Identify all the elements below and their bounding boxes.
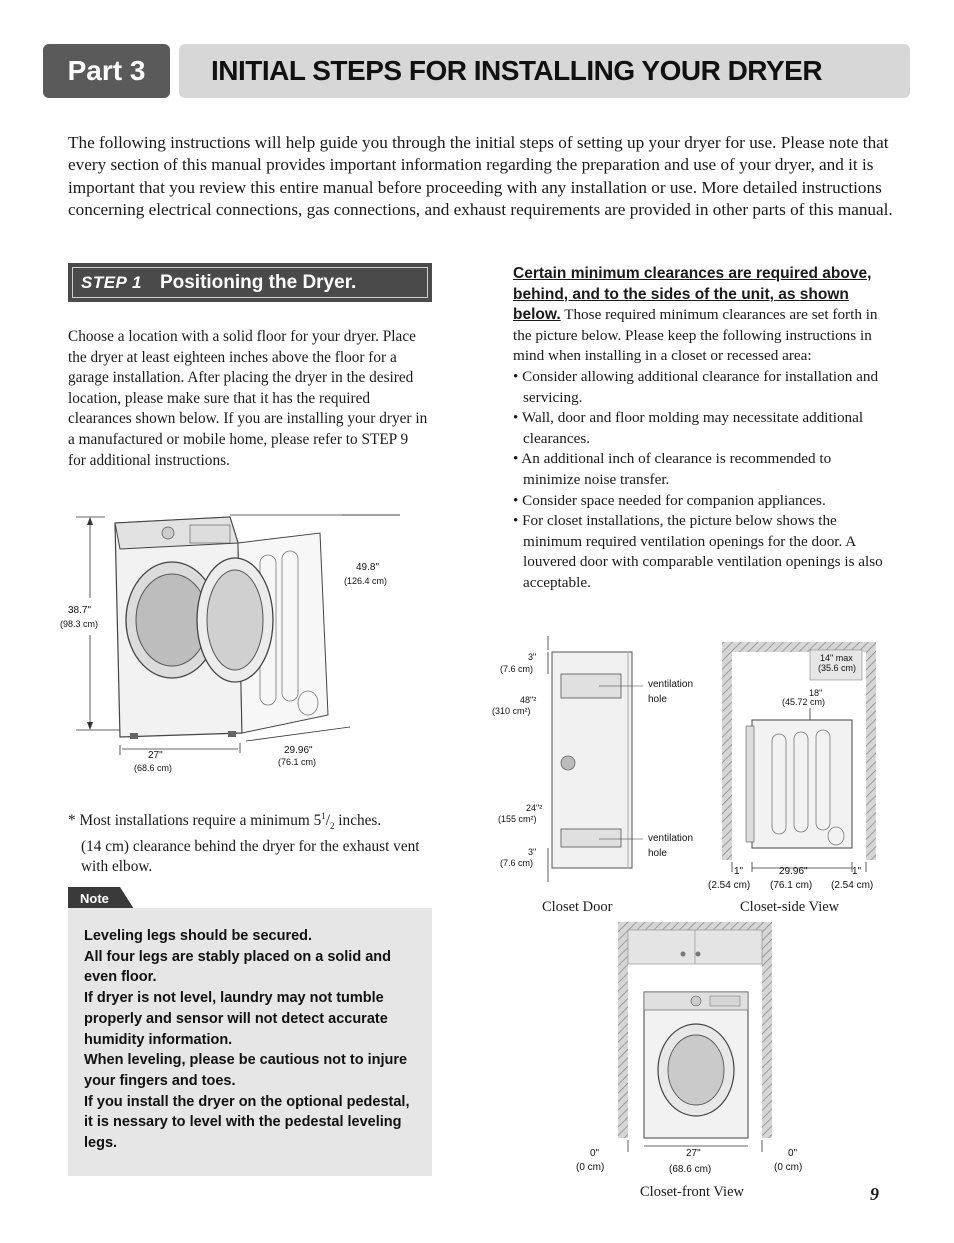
upper-vent-in: 48"²: [520, 695, 537, 705]
clearance-bullet: • Consider space needed for companion appliances.: [513, 491, 826, 509]
footnote-line2: (14 cm) clearance behind the dryer for the exhaust vent with elbow.: [81, 837, 420, 876]
right-clearance-cm: (2.54 cm): [831, 880, 874, 891]
exhaust-footnote: * Most installations require a minimum $5^1/_2$ inches. (14 cm) clearance behind the dryer for the exhaust vent with elbow.: [68, 806, 438, 878]
door-knob: [561, 756, 575, 770]
clearances-heading: Certain minimum clearances are required above, behind, and to the sides of the unit, as shown below.: [513, 265, 872, 324]
clearances-text: Those required minimum clearances are set forth in the picture below. Please keep the following instructions in mind when installing in a closet or recessed area:: [513, 306, 878, 365]
front-left-in: 0": [590, 1148, 600, 1159]
part-label: Part 3: [43, 44, 170, 98]
right-clearance-in: 1": [852, 866, 862, 877]
side-depth-cm: (76.1 cm): [770, 880, 813, 891]
note-tab: [68, 887, 134, 909]
footnote-sub: 2: [329, 821, 335, 832]
closet-door-diagram: [488, 636, 718, 886]
door-open-cm: (126.4 cm): [344, 576, 388, 586]
step-title: Positioning the Dryer.: [159, 271, 357, 293]
top-gap-cm: (7.6 cm): [500, 664, 534, 674]
clearance-bullet: • Wall, door and floor molding may necessitate additional clearances.: [513, 409, 864, 447]
intro-paragraph: The following instructions will help guide you through the initial steps of setting up your dryer for use. Please note that every section of this manual provides important information regarding the preparation and use of your dryer, and it is important that you review this entire manual before proceeding with any installation or use. More detailed instructions concerning electrical connections, gas connections, and exhaust requirements are provided in other parts of this manual.: [68, 133, 893, 220]
note-line: If dryer is not level, laundry may not tumble properly and sensor will not detect accurate humidity information.: [84, 990, 388, 1048]
dial-icon: [691, 996, 701, 1006]
door-open-inches: 49.8": [356, 562, 380, 573]
left-clearance-in: 1": [734, 866, 744, 877]
bottom-gap-cm: (7.6 cm): [500, 858, 534, 868]
clearance-bullet: • For closet installations, the picture below shows the minimum required ventilation openings for the door. A louvered door with comparable ventilation openings is also acceptable.: [513, 512, 883, 591]
dryer-dimensions-diagram: [60, 505, 440, 785]
upper-vent-cm: (310 cm²): [492, 706, 531, 716]
height-cm: (98.3 cm): [60, 619, 99, 629]
top-clearance-cm: (45.72 cm): [782, 697, 826, 707]
page-number: 9: [870, 1184, 879, 1204]
front-left-cm: (0 cm): [576, 1162, 605, 1173]
note-line: Leveling legs should be secured.: [84, 928, 313, 944]
closet-front-caption: Closet-front View: [640, 1184, 744, 1200]
closet-side-caption: Closet-side View: [740, 899, 840, 915]
dryer-side: [752, 720, 852, 848]
note-text: [84, 926, 419, 1154]
bottom-gap-in: 3": [528, 847, 537, 857]
width-inches: 27": [148, 750, 163, 761]
footnote-line1-end: inches.: [334, 812, 382, 830]
dial-icon: [162, 527, 174, 539]
note-line: All four legs are stably placed on a solid and even floor.: [84, 948, 391, 986]
closet-side-diagram: [700, 640, 895, 896]
lower-vent-label-2: hole: [648, 848, 667, 859]
depth-cm: (76.1 cm): [278, 757, 317, 767]
note-line: When leveling, please be cautious not to injure your fingers and toes.: [84, 1052, 408, 1089]
width-cm: (68.6 cm): [134, 763, 173, 773]
top-gap-in: 3": [528, 652, 537, 662]
footnote-line1: * Most installations require a minimum 5: [68, 812, 322, 830]
lower-vent-label: ventilation: [648, 833, 694, 844]
max-label-cm: (35.6 cm): [818, 663, 857, 673]
max-label: 14" max: [820, 653, 853, 663]
note-line: If you install the dryer on the optional pedestal, it is nessary to level with the pedestal leveling legs.: [84, 1093, 410, 1152]
upper-vent-label: ventilation: [648, 679, 694, 690]
closet-door-caption: Closet Door: [542, 899, 613, 915]
front-width-in: 27": [686, 1148, 701, 1159]
step-heading: [68, 263, 432, 302]
top-clearance-in: 18": [809, 688, 823, 698]
depth-inches: 29.96": [284, 745, 313, 756]
left-clearance-cm: (2.54 cm): [708, 880, 751, 891]
upper-vent-label-2: hole: [648, 694, 667, 705]
height-inches: 38.7": [68, 605, 92, 616]
lower-vent-cm: (155 cm²): [498, 814, 537, 824]
clearance-bullet: • Consider allowing additional clearance for installation and servicing.: [513, 367, 879, 406]
lower-vent-in: 24"²: [526, 803, 543, 813]
front-width-cm: (68.6 cm): [669, 1164, 712, 1175]
note-label: Note: [80, 891, 109, 906]
step-body: Choose a location with a solid floor for your dryer. Place the dryer at least eighteen inches above the floor for a garage installation. After placing the dryer in the desired location, please make sure that it has the required clearances shown below. If you are installing your dryer in a manufactured or mobile home, please refer to STEP 9 for additional instructions.: [68, 328, 428, 469]
lower-vent: [561, 829, 621, 847]
side-depth-in: 29.96": [779, 866, 808, 877]
closet-front-diagram: [570, 920, 810, 1180]
page-title: INITIAL STEPS FOR INSTALLING YOUR DRYER: [179, 44, 910, 98]
clearance-bullet: • An additional inch of clearance is recommended to minimize noise transfer.: [513, 450, 832, 488]
front-right-in: 0": [788, 1148, 798, 1159]
clearances-section: [513, 264, 888, 594]
footnote-sup: 1: [321, 811, 326, 821]
step-number: STEP 1: [81, 272, 142, 292]
front-right-cm: (0 cm): [774, 1162, 803, 1173]
